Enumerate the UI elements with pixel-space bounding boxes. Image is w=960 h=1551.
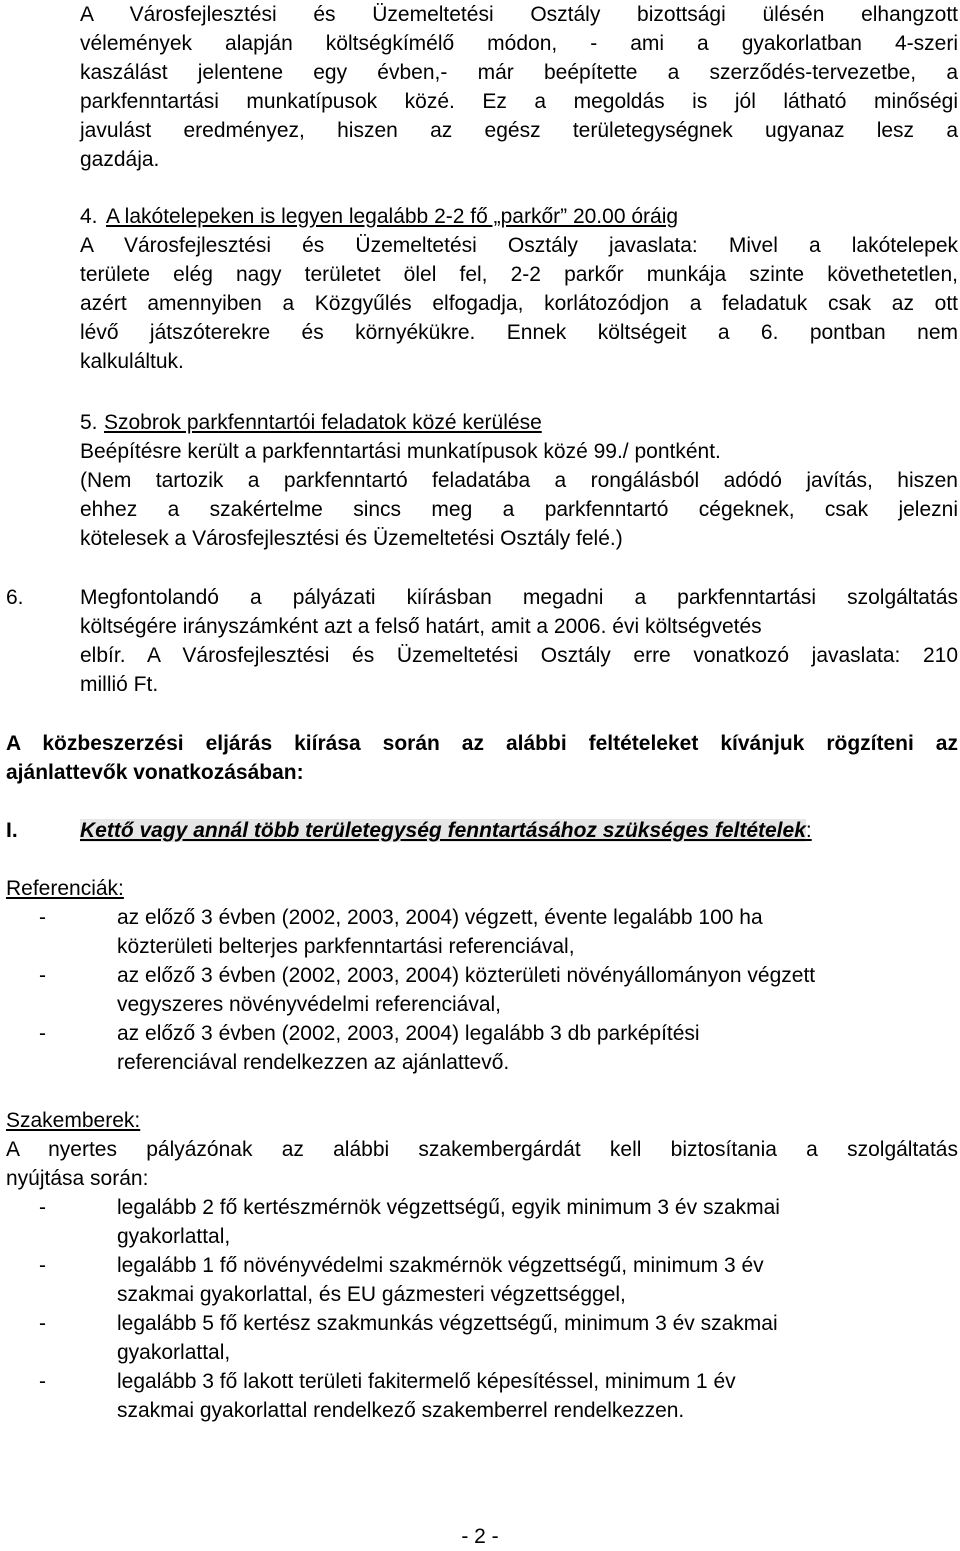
item-6-line: költségére irányszámként azt a felső határt, amit a 2006. évi költségvetés bbox=[80, 615, 762, 638]
item-5-number: 5. bbox=[80, 411, 98, 434]
reference-line: az előző 3 évben (2002, 2003, 2004) végzett, évente legalább 100 ha bbox=[117, 906, 763, 929]
expert-line: gyakorlattal, bbox=[117, 1225, 231, 1248]
experts-intro-line: nyújtása során: bbox=[6, 1167, 149, 1190]
section-1-colon: : bbox=[805, 819, 812, 842]
dash: - bbox=[39, 1312, 46, 1335]
section-1-number: I. bbox=[6, 819, 18, 842]
experts-label: Szakemberek: bbox=[6, 1109, 141, 1132]
dash: - bbox=[39, 1254, 46, 1277]
intro-line: gazdája. bbox=[80, 148, 160, 171]
intro-line: javulást eredményez, hiszen az egész területegységnek ugyanaz lesz a bbox=[80, 119, 958, 142]
expert-line: legalább 2 fő kertészmérnök végzettségű, egyik minimum 3 év szakmai bbox=[117, 1196, 780, 1219]
expert-line: legalább 1 fő növényvédelmi szakmérnök végzettségű, minimum 3 év bbox=[117, 1254, 764, 1277]
dash: - bbox=[39, 1196, 46, 1219]
procurement-heading bbox=[6, 729, 958, 787]
item-4-title: A lakótelepeken is legyen legalább 2-2 fő „parkőr” 20.00 óráig bbox=[106, 205, 679, 228]
intro-line: A Városfejlesztési és Üzemeltetési Osztály bizottsági ülésén elhangzott bbox=[80, 3, 958, 26]
item-5-body bbox=[80, 437, 958, 553]
section-1-title: Kettő vagy annál több területegység fenntartásához szükséges feltételek bbox=[80, 819, 806, 842]
item-5-title: Szobrok parkfenntartói feladatok közé kerülése bbox=[104, 411, 542, 434]
expert-line: legalább 5 fő kertész szakmunkás végzettségű, minimum 3 év szakmai bbox=[117, 1312, 778, 1335]
item-5-line: Beépítésre került a parkfenntartási munkatípusok közé 99./ pontként. bbox=[80, 440, 721, 463]
intro-line: kaszálást jelentene egy évben,- már beépítette a szerződés-tervezetbe, a bbox=[80, 61, 958, 84]
item-6-line: millió Ft. bbox=[80, 673, 159, 696]
item-6-line: elbír. A Városfejlesztési és Üzemeltetési Osztály erre vonatkozó javaslata: 210 bbox=[80, 644, 958, 667]
item-5-line: kötelesek a Városfejlesztési és Üzemeltetési Osztály felé.) bbox=[80, 527, 623, 550]
dash: - bbox=[39, 1022, 46, 1045]
reference-line: az előző 3 évben (2002, 2003, 2004) közterületi növényállományon végzett bbox=[117, 964, 816, 987]
item-4-line: azért amennyiben a Közgyűlés elfogadja, korlátozódjon a feladatuk csak az ott bbox=[80, 292, 958, 315]
item-4-line: kalkuláltuk. bbox=[80, 350, 184, 373]
reference-line: az előző 3 évben (2002, 2003, 2004) legalább 3 db parképítési bbox=[117, 1022, 700, 1045]
item-5-line: ehhez a szakértelme sincs meg a parkfenntartó cégeknek, csak jelezni bbox=[80, 498, 958, 521]
dash: - bbox=[39, 1370, 46, 1393]
item-5-line: (Nem tartozik a parkfenntartó feladatába a rongálásból adódó javítás, hiszen bbox=[80, 469, 958, 492]
item-4-line: A Városfejlesztési és Üzemeltetési Osztály javaslata: Mivel a lakótelepek bbox=[80, 234, 958, 257]
expert-line: gyakorlattal, bbox=[117, 1341, 231, 1364]
expert-line: szakmai gyakorlattal rendelkező szakemberrel rendelkezzen. bbox=[117, 1399, 685, 1422]
intro-line: vélemények alapján költségkímélő módon, - ami a gyakorlatban 4-szeri bbox=[80, 32, 958, 55]
dash: - bbox=[39, 964, 46, 987]
procurement-heading-line: A közbeszerzési eljárás kiírása során az alábbi feltételeket kívánjuk rögzíteni az bbox=[6, 732, 958, 755]
expert-line: legalább 3 fő lakott területi fakitermelő képesítéssel, minimum 1 év bbox=[117, 1370, 736, 1393]
intro-paragraph bbox=[80, 0, 958, 174]
reference-line: referenciával rendelkezzen az ajánlattevő. bbox=[117, 1051, 510, 1074]
reference-line: közterületi belterjes parkfenntartási referenciával, bbox=[117, 935, 575, 958]
expert-line: szakmai gyakorlattal, és EU gázmesteri végzettséggel, bbox=[117, 1283, 626, 1306]
item-4-line: területe elég nagy területet ölel fel, 2-2 parkőr munkája szinte követhetetlen, bbox=[80, 263, 958, 286]
experts-intro-line: A nyertes pályázónak az alábbi szakembergárdát kell biztosítania a szolgáltatás bbox=[6, 1138, 958, 1161]
references-label: Referenciák: bbox=[6, 877, 124, 900]
procurement-heading-line: ajánlattevők vonatkozásában: bbox=[6, 761, 304, 784]
section-1-heading bbox=[80, 816, 958, 845]
item-6-body bbox=[80, 583, 958, 699]
item-6-line: Megfontolandó a pályázati kiírásban megadni a parkfenntartási szolgáltatás bbox=[80, 586, 958, 609]
item-4-line: lévő játszóterekre és környékükre. Ennek költségeit a 6. pontban nem bbox=[80, 321, 958, 344]
page-number: - 2 - bbox=[461, 1525, 499, 1548]
item-4-number: 4. bbox=[80, 205, 98, 228]
item-6-number: 6. bbox=[6, 586, 24, 609]
item-4-body bbox=[80, 231, 958, 376]
intro-line: parkfenntartási munkatípusok közé. Ez a megoldás is jól látható minőségi bbox=[80, 90, 958, 113]
dash: - bbox=[39, 906, 46, 929]
reference-line: vegyszeres növényvédelmi referenciával, bbox=[117, 993, 502, 1016]
experts-intro bbox=[6, 1135, 958, 1193]
